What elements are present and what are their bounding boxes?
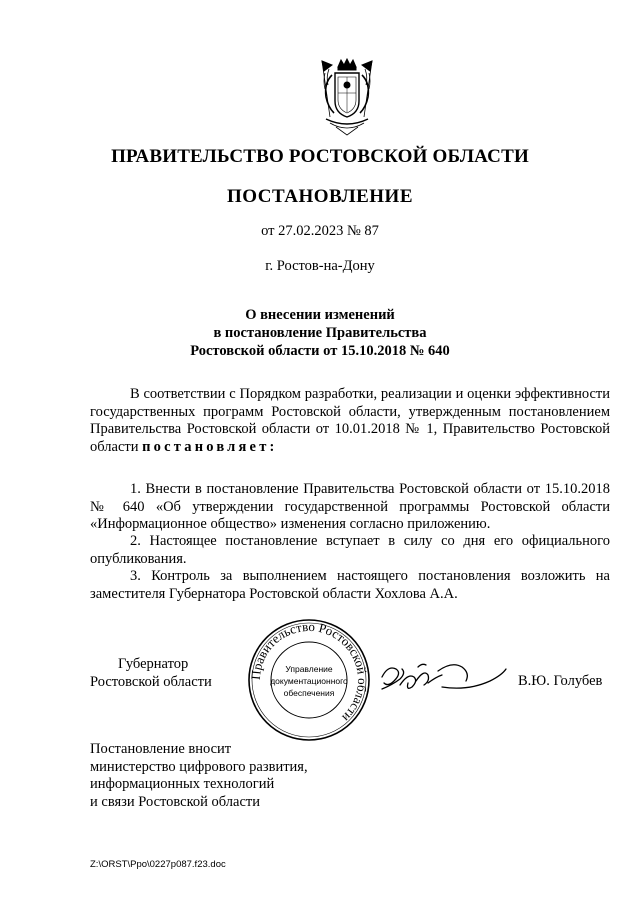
preamble-verb: постановляет:: [142, 438, 278, 455]
note-line: министерство цифрового развития,: [90, 758, 308, 775]
subject-line: в постановление Правительства: [213, 325, 427, 341]
file-path: Z:\ORST\Ppo\0227p087.f23.doc: [90, 859, 226, 870]
handwritten-signature-icon: [378, 655, 510, 705]
signatory-name: В.Ю. Голубев: [518, 673, 603, 689]
submitter-note: [90, 741, 308, 811]
seal-center-line: обеспечения: [283, 688, 335, 698]
seal-ring-text: Правительство Ростовской области: [247, 618, 371, 726]
note-line: и связи Ростовской области: [90, 793, 261, 810]
signatory-title: [90, 656, 230, 691]
document-city: г. Ростов-на-Дону: [265, 258, 375, 274]
resolution-item-3: [90, 568, 610, 603]
organization-title: ПРАВИТЕЛЬСТВО РОСТОВСКОЙ ОБЛАСТИ: [111, 146, 529, 167]
subject-line: О внесении изменений: [245, 307, 395, 323]
official-seal: [247, 618, 371, 742]
seal-center-line: Управление: [285, 664, 333, 674]
item-text: 2. Настоящее постановление вступает в силу со дня его официального опубликования.: [90, 533, 610, 567]
signatory-title-line: Ростовской области: [90, 673, 212, 690]
seal-center-line: документационного: [270, 676, 348, 686]
coat-of-arms-icon: [316, 57, 378, 137]
note-line: Постановление вносит: [90, 741, 232, 757]
document-date-number: от 27.02.2023 № 87: [261, 223, 379, 239]
resolution-item-1: [90, 481, 610, 534]
document-subject: [0, 306, 640, 360]
signatory-title-line: Губернатор: [118, 656, 189, 672]
preamble-paragraph: [90, 386, 610, 456]
preamble-text: В соответствии с Порядком разработки, реализации и оценки эффективности государственных программ Ростовской области, утвержденным постановлением Правительства Ростовской области от 10.01.2018 № 1, Правительство Ростовской области: [90, 386, 610, 455]
item-text: 3. Контроль за выполнением настоящего постановления возложить на заместителя Губернатора Ростовской области Хохлова А.А.: [90, 568, 610, 602]
item-text: 1. Внести в постановление Правительства Ростовской области от 15.10.2018 № 640 «Об утверждении государственной программы Ростовской области «Информационное общество» изменения согласно приложению.: [90, 481, 610, 532]
document-type: ПОСТАНОВЛЕНИЕ: [226, 186, 414, 207]
subject-line: Ростовской области от 15.10.2018 № 640: [190, 343, 450, 359]
resolution-item-2: [90, 533, 610, 568]
note-line: информационных технологий: [90, 776, 275, 792]
